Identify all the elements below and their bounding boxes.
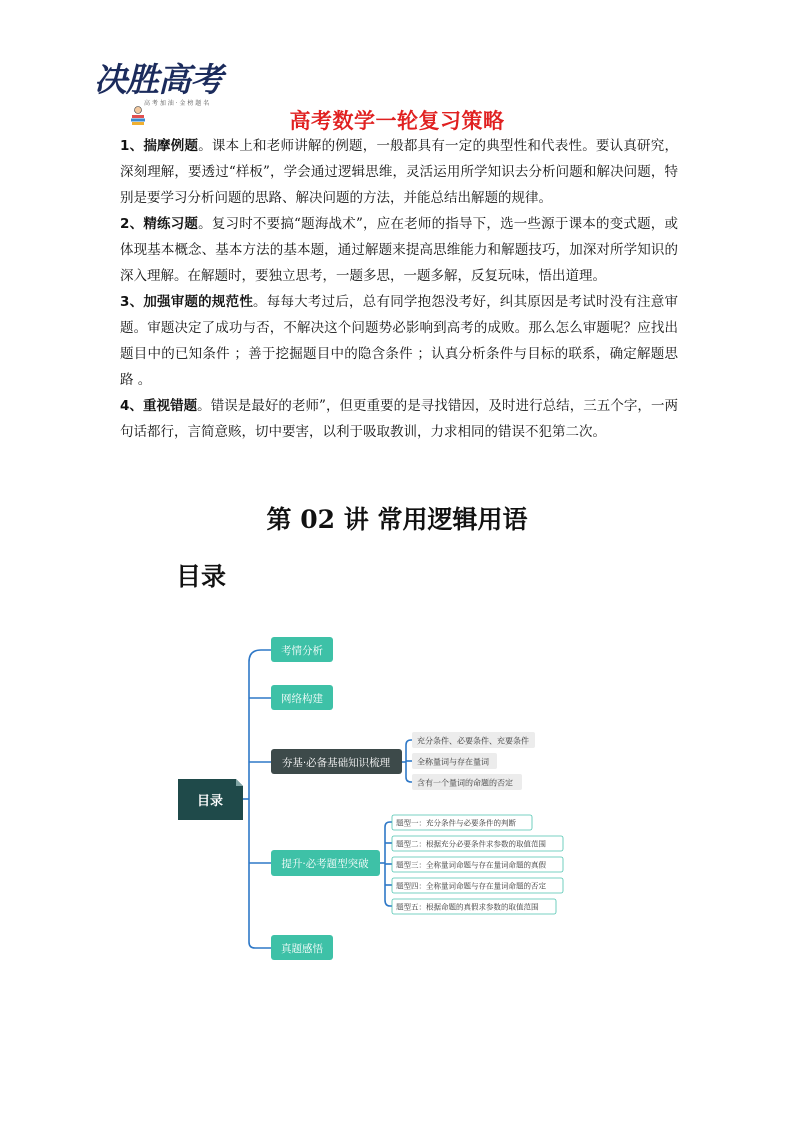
mindmap-leaf (392, 857, 563, 872)
lesson-title: 第 02 讲 常用逻辑用语 (266, 505, 528, 534)
leaf-label: 充分条件、必要条件、充要条件 (417, 736, 529, 746)
mindmap-leaf (392, 878, 563, 893)
mindmap-leaf (412, 732, 535, 748)
branch-label: 网络构建 (281, 693, 323, 705)
tip-number: 4、 (120, 398, 143, 414)
toc-heading: 目录 (176, 562, 227, 591)
tip-heading: 揣摩例题 (143, 138, 199, 154)
leaf-label: 全称量词与存在量词 (417, 757, 489, 767)
mindmap-leaf (392, 815, 532, 830)
mindmap-root (178, 779, 243, 820)
tip-number: 2、 (120, 216, 144, 232)
tip-body: 。复习时不要搞“题海战术”，应在老师的指导下，选一些源于课本的变式题，或体现基本概念、基本方法的基本题，通过解题来提高思维能力和解题技巧，加深对所学知识的深入理解。在解题时，要独立思考，一题多思，一题多解，反复玩味，悟出道理。 (120, 216, 678, 284)
branch-label: 提升·必考题型突破 (281, 858, 369, 870)
tip-body: 。错误是最好的老师”，但更重要的是寻找错因，及时进行总结，三五个字，一两句话都行，言简意赅，切中要害，以利于吸取教训，力求相同的错误不犯第二次。 (120, 398, 678, 440)
leaf-label: 题型五：根据命题的真假求参数的取值范围 (396, 902, 539, 912)
mindmap-leaf (392, 836, 563, 851)
branch-label: 考情分析 (281, 645, 323, 657)
logo-text: 决胜高考 (94, 60, 222, 99)
mindmap-branch (271, 637, 333, 662)
tip-heading: 加强审题的规范性 (143, 294, 254, 310)
leaf-label: 题型二：根据充分必要条件求参数的取值范围 (396, 839, 546, 849)
mindmap-leaf (392, 899, 556, 914)
mindmap-branch (271, 935, 333, 960)
leaf-label: 题型一：充分条件与必要条件的判断 (396, 818, 516, 828)
branch-label: 夯基·必备基础知识梳理 (281, 757, 391, 769)
tip-number: 1、 (120, 138, 144, 154)
tip-body: 。每每大考过后，总有同学抱怨没考好，纠其原因是考试时没有注意审题。审题决定了成功与否，不解决这个问题势必影响到高考的成败。那么怎么审题呢？应找出题目中的已知条件 ；善于挖掘题目中的隐含条件 ；认真分析条件与目标的联系，确定解题思路 。 (120, 294, 678, 388)
mindmap-leaf (412, 753, 497, 769)
tip-heading: 重视错题 (142, 398, 198, 414)
tip-number: 3、 (120, 294, 144, 310)
logo-tagline: 高 考 加 油 · 金 榜 题 名 (144, 100, 210, 107)
mindmap-branch (271, 749, 402, 774)
leaf-label: 含有一个量词的命题的否定 (417, 778, 513, 788)
mindmap-leaf (412, 774, 522, 790)
leaf-label: 题型三：全称量词命题与存在量词命题的真假 (396, 860, 546, 870)
tip-body: 。课本上和老师讲解的例题，一般都具有一定的典型性和代表性。要认真研究，深刻理解，要透过“样板”，学会通过逻辑思维，灵活运用所学知识去分析问题和解决问题，特别是要学习分析问题的思路、解决问题的方法，并能总结出解题的规律。 (120, 138, 678, 206)
leaf-label: 题型四：全称量词命题与存在量词命题的否定 (396, 881, 546, 891)
mindmap-branch (271, 685, 333, 710)
mindmap-root-label: 目录 (196, 794, 224, 809)
tip-heading: 精练习题 (143, 216, 199, 232)
branch-label: 真题感悟 (281, 943, 323, 955)
page-title: 高考数学一轮复习策略 (289, 109, 505, 133)
mindmap-branch (271, 850, 380, 876)
